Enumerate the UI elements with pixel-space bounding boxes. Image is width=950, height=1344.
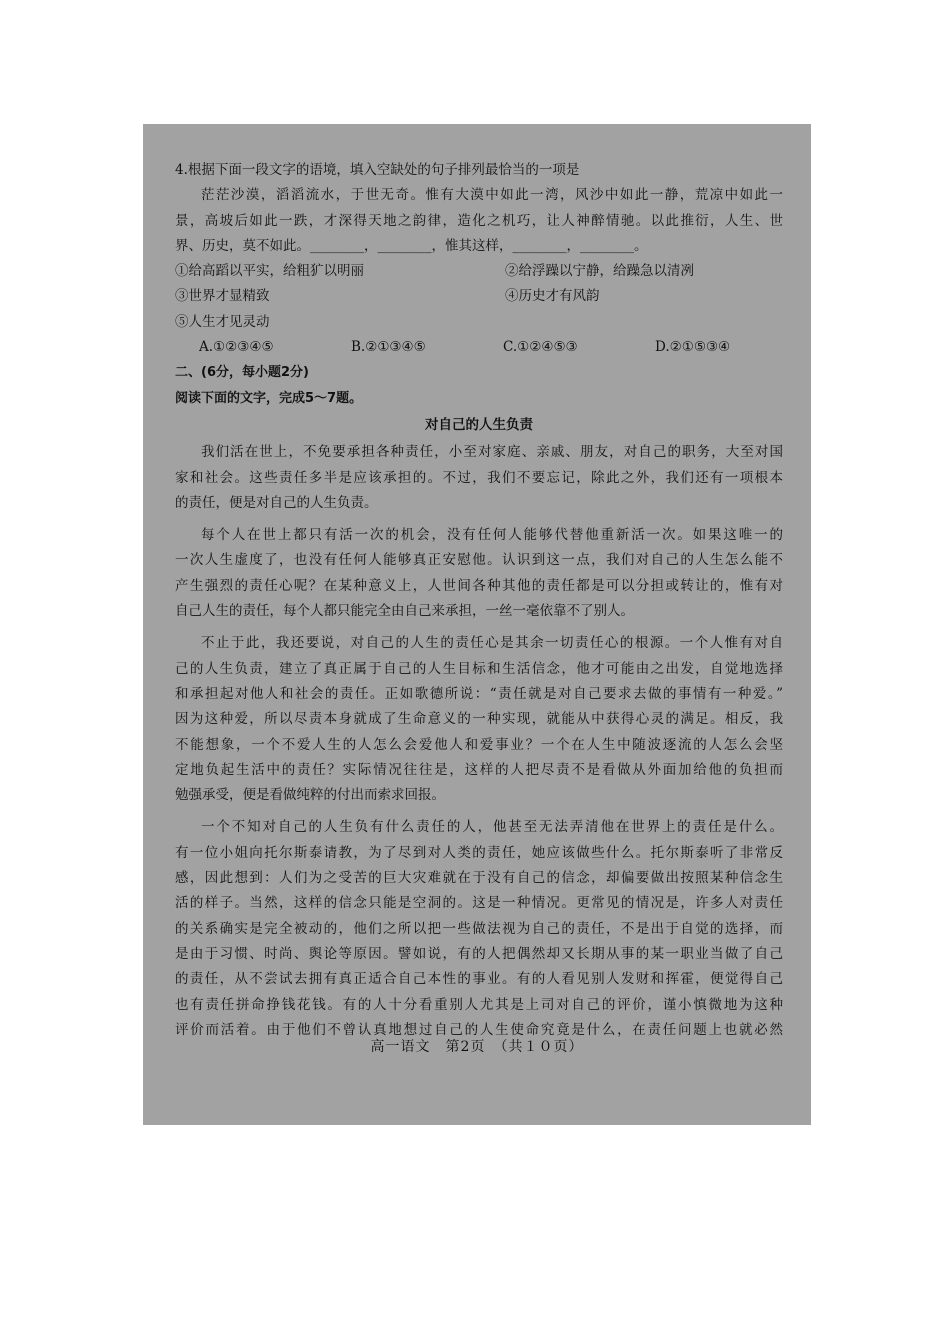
q4-choice-d: D.②①⑤③④ [655,339,731,356]
paragraph-line: 定地负起生活中的责任？实际情况往往是，这样的人把尽责不是看做从外面加给他的负担而 [175,761,783,778]
article-paragraph [175,815,783,1043]
page-footer: 高一语文 第2页 （共１０页） [370,1039,584,1055]
q4-answer-choices [175,335,783,360]
paragraph-line: 活的样子。当然，这样的信念只能是空洞的。这是一种情况。更常见的情况是，许多人对责任 [175,895,783,912]
q4-option: ④历史才有风韵 [505,288,600,305]
paragraph-line: 一次人生虚度了，也没有任何人能够真正安慰他。认识到这一点，我们对自己的人生怎么能不 [175,552,783,569]
article-title: 对自己的人生负责 [425,416,533,433]
q4-option: ①给高蹈以平实，给粗犷以明丽 [175,263,364,280]
page-content [175,158,783,1043]
q4-passage-line: 茫茫沙漠，滔滔流水，于世无奇。惟有大漠中如此一湾，风沙中如此一静，荒凉中如此一 [201,187,783,204]
q4-option: ③世界才显精致 [175,288,270,305]
paragraph-line: 家和社会。这些责任多半是应该承担的。不过，我们不要忘记，除此之外，我们还有一项根本 [175,469,783,486]
paragraph-line: 不止于此，我还要说，对自己的人生的责任心是其余一切责任心的根源。一个人惟有对自 [201,635,783,652]
q4-passage-line: 景，高坡后如此一跌，才深得天地之韵律，造化之机巧，让人神醉情驰。以此推衍，人生、世 [175,212,783,229]
q4-options-row [175,259,783,284]
paragraph-line: 的关系确实是完全被动的，他们之所以把一些做法视为自己的责任，不是出于自觉的选择，而 [175,920,783,937]
paragraph-line: 我们活在世上，不免要承担各种责任，小至对家庭、亲戚、朋友，对自己的职务，大至对国 [201,444,783,461]
paragraph-line: 每个人在世上都只有活一次的机会，没有任何人能够代替他重新活一次。如果这唯一的 [201,527,783,544]
paragraph-line: 不能想象，一个不爱人生的人怎么会爱他人和爱事业？一个在人生中随波逐流的人怎么会坚 [175,736,783,753]
q4-option: ②给浮躁以宁静，给躁急以清冽 [505,263,694,280]
paragraph-line: 评价而活着。由于他们不曾认真地想过自己的人生使命究竟是什么，在责任问题上也就必然 [175,1021,783,1038]
paragraph-line: 自己人生的责任，每个人都只能完全由自己来承担，一丝一毫依靠不了别人。 [175,603,634,620]
paragraph-line: 产生强烈的责任心呢？在某种意义上，人世间各种其他的责任都是可以分担或转让的，惟有对 [175,577,783,594]
paragraph-line: 因为这种爱，所以尽责本身就成了生命意义的一种实现，就能从中获得心灵的满足。相反，我 [175,711,783,728]
paragraph-line: 一个不知对自己的人生负有什么责任的人，他甚至无法弄清他在世界上的责任是什么。 [201,819,783,836]
paragraph-line: 的责任，从不尝试去拥有真正适合自己本性的事业。有的人看见别人发财和挥霍，便觉得自己 [175,971,783,988]
paragraph-line: 感，因此想到：人们为之受苦的巨大灾难就在于没有自己的信念，却偏要做出按照某种信念生 [175,870,783,887]
q4-options-row [175,310,783,335]
paragraph-line: 勉强承受，便是看做纯粹的付出而索求回报。 [175,787,445,804]
q4-option: ⑤人生才见灵动 [175,313,270,330]
section-2-instruction: 阅读下面的文字，完成5～7题。 [175,390,363,406]
paragraph-line: 的责任，便是对自己的人生负责。 [175,494,378,511]
paragraph-line: 和承担起对他人和社会的责任。正如歌德所说：“责任就是对自己要求去做的事情有一种爱。” [175,685,783,702]
paragraph-line: 是由于习惯、时尚、舆论等原因。譬如说，有的人把偶然却又长期从事的某一职业当做了自己 [175,945,783,962]
paragraph-line: 有一位小姐向托尔斯泰请教，为了尽到对人类的责任，她应该做些什么。托尔斯泰听了非常反 [175,844,783,861]
section-2-header: 二、(6分，每小题2分) [175,365,309,381]
q4-choice-c: C.①②④⑤③ [503,339,578,356]
q4-passage-line: 界、历史，莫不如此。________，________，惟其这样，________，________。 [175,237,648,254]
article-paragraph [175,440,783,516]
paragraph-line: 己的人生负责，建立了真正属于自己的人生目标和生活信念，他才可能由之出发，自觉地选择 [175,660,783,677]
article-paragraph [175,631,783,808]
scanned-exam-page [143,124,811,1125]
q4-options-row [175,284,783,309]
question-4-stem: 4.根据下面一段文字的语境，填入空缺处的句子排列最恰当的一项是 [175,162,580,178]
q4-choice-a: A.①②③④⑤ [199,339,274,356]
paragraph-line: 也有责任拼命挣钱花钱。有的人十分看重别人尤其是上司对自己的评价，谨小慎微地为这种 [175,996,783,1013]
q4-choice-b: B.②①③④⑤ [351,339,426,356]
article-paragraph [175,523,783,624]
